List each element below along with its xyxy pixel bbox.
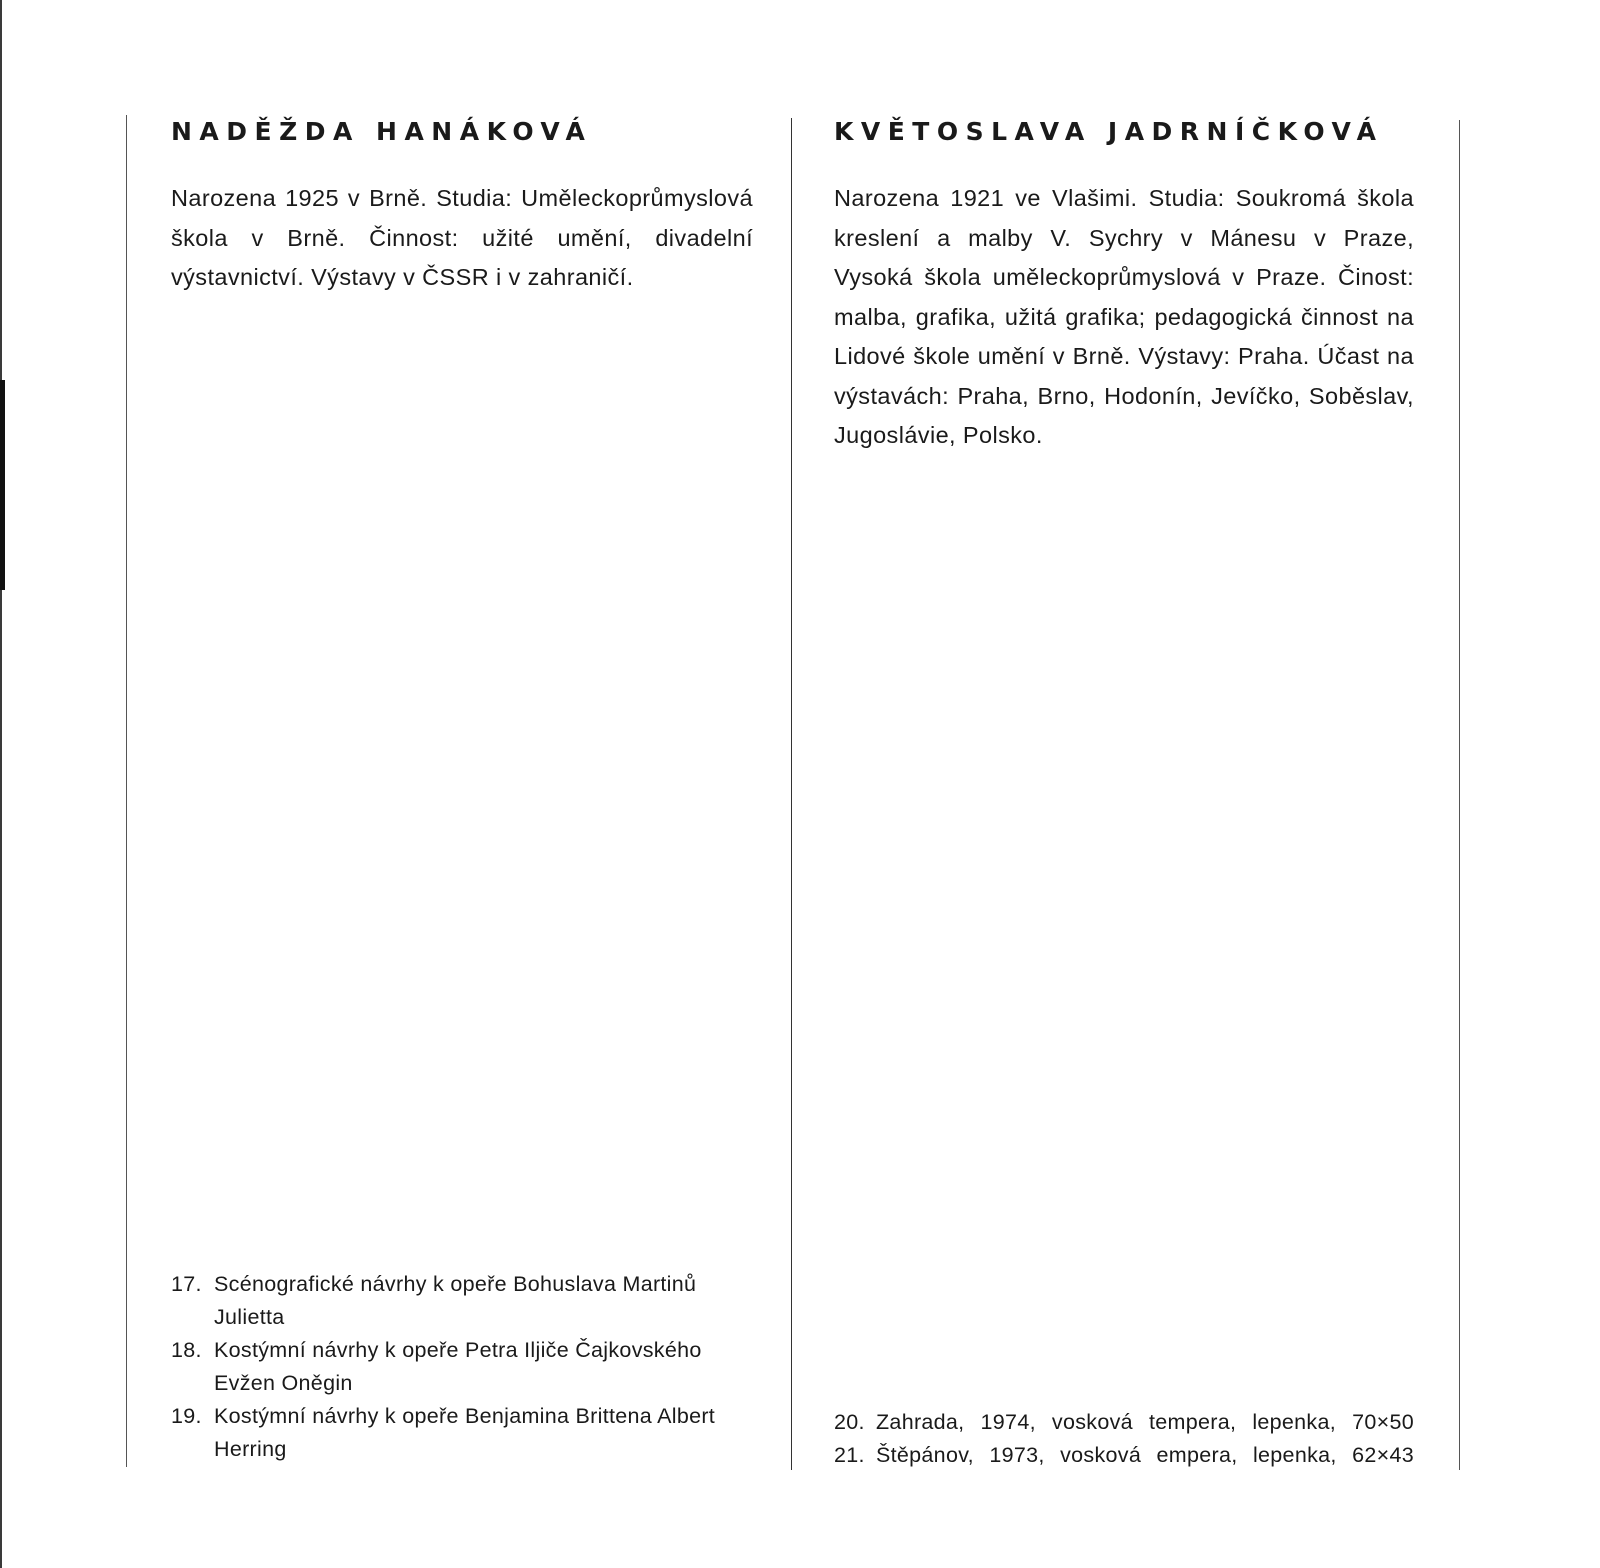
work-number: 17. [171,1272,202,1296]
work-title: Kostýmní návrhy k opeře Petra Iljiče Čajkovského Evžen Oněgin [214,1338,702,1395]
work-title: Zahrada, 1974, vosková tempera, lepenka, 70×50 [876,1410,1414,1434]
column-rule-middle [791,118,792,1470]
work-item [171,1268,753,1334]
artist-bio: Narozena 1921 ve Vlašimi. Studia: Soukromá škola kreslení a malby V. Sychry v Mánesu v Praze, Vysoká škola uměleckoprůmyslová v Praze. Činost: malba, grafika, užitá grafika; pedagogická činnost na Lidové škole umění v Brně. Výstavy: Praha. Účast na výstavách: Praha, Brno, Hodonín, Jevíčko, Soběslav, Jugoslávie, Polsko. [834,185,1414,448]
work-number: 19. [171,1404,202,1428]
works-list-right [834,1406,1414,1472]
work-title: Kostýmní návrhy k opeře Benjamina Brittena Albert Herring [214,1404,716,1461]
work-number: 20. [834,1410,865,1434]
work-title: Scénografické návrhy k opeře Bohuslava Martinů Julietta [214,1272,697,1329]
work-item [171,1334,753,1400]
work-item [171,1400,753,1466]
artist-name: NADĚŽDA HANÁKOVÁ [171,117,593,146]
work-title: Štěpánov, 1973, vosková empera, lepenka, 62×43 [876,1443,1414,1467]
work-item [834,1406,1414,1439]
page-edge-line [0,0,2,1568]
column-rule-right [1459,120,1460,1470]
artist-bio: Narozena 1925 v Brně. Studia: Uměleckoprůmyslová škola v Brně. Činnost: užité umění, divadelní výstavnictví. Výstavy v ČSSR i v zahraničí. [171,185,753,290]
page-edge-mark [0,380,5,590]
works-list-left [171,1268,753,1466]
work-number: 21. [834,1443,865,1467]
work-item [834,1439,1414,1472]
work-number: 18. [171,1338,202,1362]
artist-name: KVĚTOSLAVA JADRNÍČKOVÁ [834,117,1384,146]
artist-section-right [834,112,1414,479]
column-rule-left [126,115,127,1467]
artist-section-left [171,112,753,321]
